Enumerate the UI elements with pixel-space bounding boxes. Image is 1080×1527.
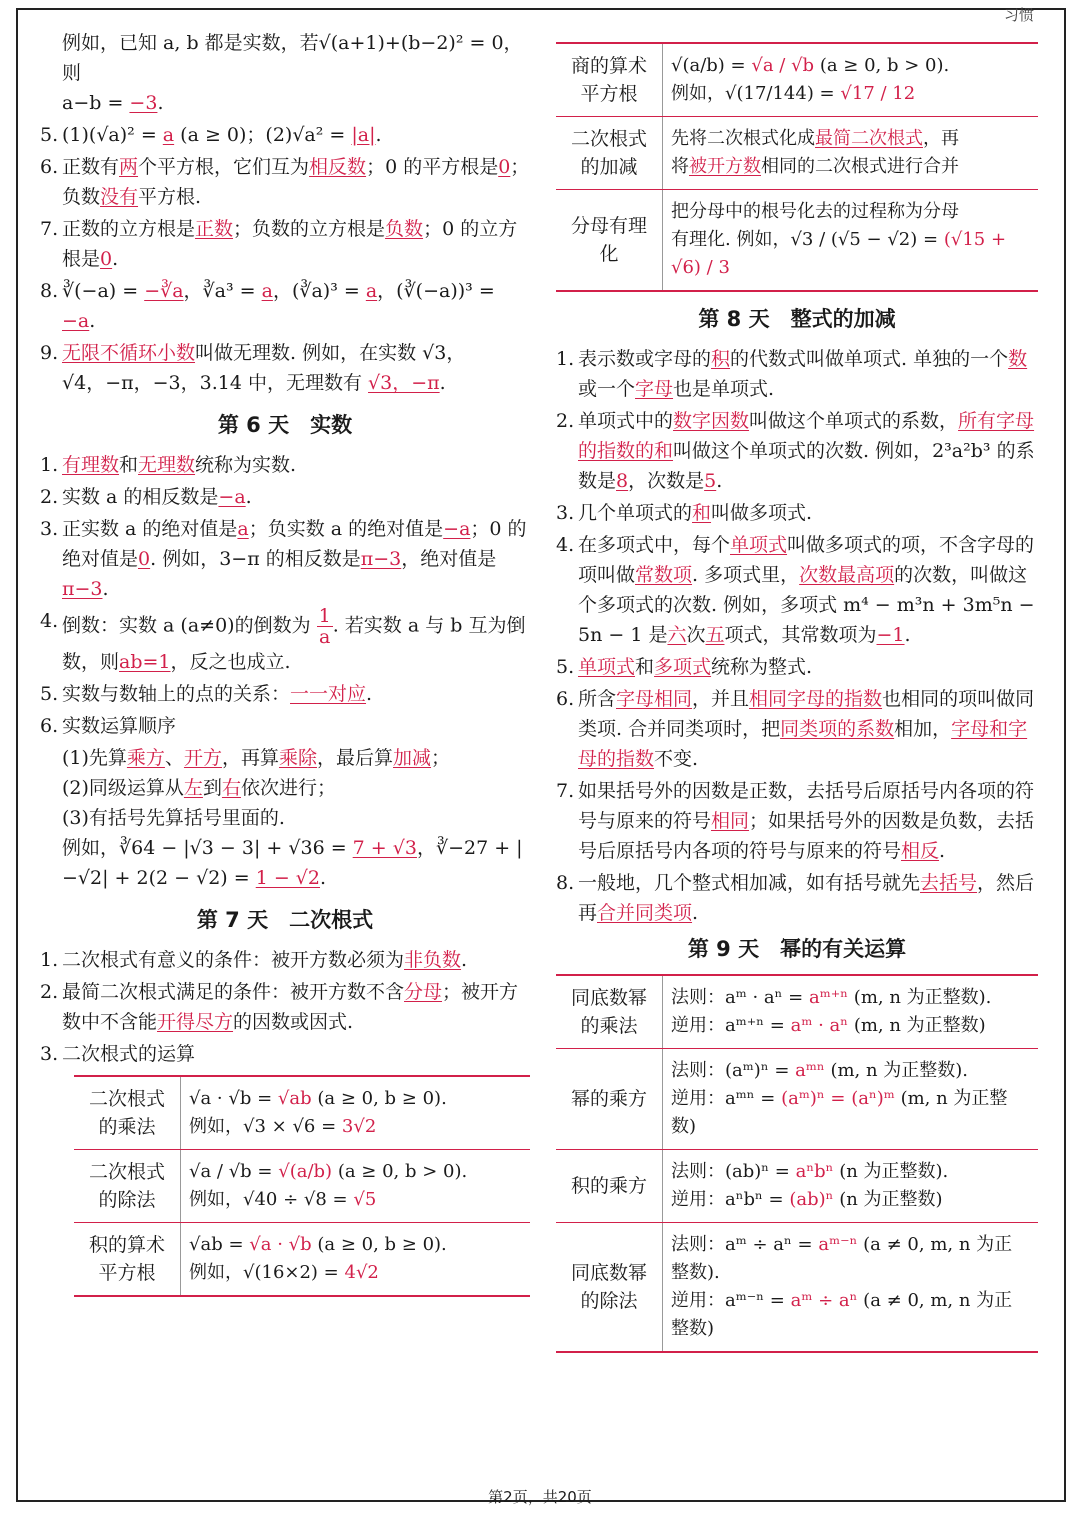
rule-text: 先将二次根式化成 xyxy=(671,128,815,149)
intro-end: . xyxy=(157,92,164,114)
item-text: 、 xyxy=(164,747,184,769)
answer: π−3 xyxy=(360,548,402,570)
item-number: 6. xyxy=(556,688,575,710)
section-heading-day9: 第 9 天 幂的有关运算 xyxy=(687,937,907,961)
table-row xyxy=(74,1076,530,1150)
row-label: 分母有理化 xyxy=(556,190,663,292)
item-text: 正数的立方根是 xyxy=(62,218,196,240)
item-text: 依次进行； xyxy=(240,777,336,799)
item-text: . xyxy=(320,867,327,889)
list-item-5 xyxy=(40,120,530,150)
rule-text: 法则：(aᵐ)ⁿ = xyxy=(671,1060,790,1081)
answer: 次数最高项 xyxy=(799,564,895,586)
d6-item-6-step-2 xyxy=(40,773,530,803)
item-text: . xyxy=(692,902,699,924)
inverse-text: (m, n 为正整数) xyxy=(853,1015,986,1036)
answer: 同类项的系数 xyxy=(780,718,895,740)
d6-item-4 xyxy=(40,606,530,677)
answer: 7 + √3 xyxy=(352,837,417,859)
answer: 六 xyxy=(667,624,687,646)
rule-text: (a ≥ 0, b > 0). xyxy=(337,1161,468,1182)
d6-item-5 xyxy=(40,679,530,709)
table-row xyxy=(74,1150,530,1223)
intro-example xyxy=(40,28,530,118)
example-text: 例如，√(17/144) = xyxy=(671,83,835,104)
answer: 0 xyxy=(100,248,113,270)
answer: 无理数 xyxy=(138,454,196,476)
answer: 加减 xyxy=(393,747,432,769)
item-text: 实数运算顺序 xyxy=(62,715,177,737)
item-text: . xyxy=(366,683,373,705)
example-text: 有理化. 例如，√3 / (√5 − √2) = xyxy=(671,229,939,250)
item-number: 2. xyxy=(40,981,59,1003)
item-text: . xyxy=(112,248,119,270)
example-answer: (√15 + √6) / 3 xyxy=(671,229,1007,278)
item-text: . xyxy=(439,372,446,394)
item-text: 的代数式叫做单项式. 单独的一个 xyxy=(730,348,1009,370)
rule-text: 法则：aᵐ ÷ aⁿ = xyxy=(671,1234,813,1255)
item-text: 叫做这个单项式的次数. 例如，2³a²b³ 的系数是 xyxy=(578,440,1035,492)
item-text: ，∛−27 + |−√2| + 2(2 − √2) = xyxy=(62,837,523,889)
item-text: ，(∛a)³ = xyxy=(272,280,360,302)
item-text: ，最后算 xyxy=(317,747,394,769)
corner-text: 习惯 xyxy=(1003,6,1034,24)
item-text: ；0 的绝对值是 xyxy=(62,518,527,570)
d7-item-3 xyxy=(40,1039,530,1069)
power-rules-table xyxy=(556,974,1038,1353)
rule-answer: 最简二次根式 xyxy=(815,128,923,149)
rule-text: 法则：(ab)ⁿ = xyxy=(671,1161,790,1182)
item-text: 几个单项式的 xyxy=(578,502,693,524)
rule-text: (a ≠ 0, m, n 为正整数). xyxy=(671,1234,1013,1283)
example-answer: 3√2 xyxy=(341,1116,377,1137)
rule-answer: √a / √b xyxy=(751,55,815,76)
item-number: 2. xyxy=(556,410,575,432)
item-text: . xyxy=(904,624,911,646)
item-text: (a ≥ 0)；(2)√a² = xyxy=(180,124,346,146)
table-row xyxy=(556,1223,1038,1353)
rule-text: (m, n 为正整数). xyxy=(853,987,992,1008)
answer: 两 xyxy=(119,156,139,178)
answer: ab=1 xyxy=(119,651,171,673)
answer: a xyxy=(365,280,378,302)
item-text: . 若实数 a 与 b 互为倒数，则 xyxy=(62,614,526,673)
answer: 字母相同 xyxy=(616,688,693,710)
item-text: 也是单项式. xyxy=(673,378,775,400)
item-text: 最简二次根式满足的条件：被开方数不含 xyxy=(62,981,405,1003)
answer: 和 xyxy=(692,502,712,524)
item-text: . 多项式里， xyxy=(692,564,800,586)
item-number: 5. xyxy=(40,124,59,146)
item-text: ；0 的立方根是 xyxy=(62,218,518,270)
answer: 数 xyxy=(1008,348,1028,370)
item-number: 6. xyxy=(40,156,59,178)
table-row xyxy=(556,190,1038,292)
inverse-text: 逆用：aᵐ⁺ⁿ = xyxy=(671,1015,785,1036)
inverse-text: (m, n 为正整数) xyxy=(671,1088,1008,1137)
item-text: 叫做无理数. 例如，在实数 √3，√4，−π，−3，3.14 中，无理数有 xyxy=(62,342,466,394)
rule-answer: 被开方数 xyxy=(689,156,761,177)
row-content xyxy=(181,1223,531,1297)
rule-text: (a ≥ 0, b > 0). xyxy=(819,55,950,76)
answer: −a xyxy=(62,310,90,332)
answer: 相同字母的指数 xyxy=(749,688,883,710)
answer: 8 xyxy=(616,470,629,492)
answer: 0 xyxy=(138,548,151,570)
item-text: 倒数：实数 a (a≠0)的倒数为 xyxy=(62,614,311,637)
item-text: 如果括号外的因数是正数，去括号后原括号内各项的符号与原来的符号 xyxy=(578,780,1035,832)
item-number: 3. xyxy=(556,502,575,524)
example-answer: √5 xyxy=(353,1189,377,1210)
row-label: 二次根式的加减 xyxy=(556,117,663,190)
answer: 正数 xyxy=(195,218,234,240)
item-number: 5. xyxy=(556,656,575,678)
answer: 一一对应 xyxy=(290,683,367,705)
item-text: 二次根式的运算 xyxy=(62,1043,196,1065)
intro-text-2: a−b = xyxy=(62,92,124,114)
list-item-8 xyxy=(40,276,530,336)
item-text: ；负数的立方根是 xyxy=(233,218,386,240)
d6-item-6-example xyxy=(40,833,530,893)
answer: 字母 xyxy=(635,378,674,400)
item-text: 不变. xyxy=(654,748,699,770)
answer: 数字因数 xyxy=(673,410,750,432)
d8-item-8 xyxy=(556,868,1038,928)
row-content xyxy=(663,190,1039,292)
intro-text: 例如，已知 a, b 都是实数，若√(a+1)+(b−2)² = 0，则 xyxy=(62,32,523,84)
d6-item-6 xyxy=(40,711,530,741)
item-number: 6. xyxy=(40,715,59,737)
table-row xyxy=(556,1049,1038,1150)
item-text: ；负实数 a 的绝对值是 xyxy=(248,518,444,540)
rule-answer: √a · √b xyxy=(249,1234,312,1255)
item-text: ，反之也成立. xyxy=(170,651,291,673)
intro-answer: −3 xyxy=(129,92,158,114)
inverse-answer: aᵐ ÷ aⁿ xyxy=(790,1290,858,1311)
item-number: 7. xyxy=(40,218,59,240)
answer: 左 xyxy=(183,777,203,799)
item-text: 叫做这个单项式的系数， xyxy=(749,410,959,432)
table-row xyxy=(556,43,1038,117)
item-text: 的因数或因式. xyxy=(233,1011,354,1033)
inverse-text: 逆用：aᵐⁿ = xyxy=(671,1088,776,1109)
answer: a xyxy=(162,124,175,146)
answer: 无限不循环小数 xyxy=(62,342,196,364)
example-text: 例如，√40 ÷ √8 = xyxy=(189,1189,348,1210)
item-text: 所含 xyxy=(578,688,617,710)
table-row xyxy=(556,117,1038,190)
rule-text: (m, n 为正整数). xyxy=(830,1060,969,1081)
item-text: . xyxy=(716,470,723,492)
answer: −a xyxy=(443,518,471,540)
rule-text: √(a/b) = xyxy=(671,55,746,76)
answer: 相反数 xyxy=(309,156,367,178)
answer: π−3 xyxy=(62,578,103,600)
item-text: (1)(√a)² = xyxy=(62,124,157,146)
example-answer: √17 / 12 xyxy=(840,83,916,104)
item-text: 到 xyxy=(202,777,222,799)
d6-item-1 xyxy=(40,450,530,480)
answer: 五 xyxy=(705,624,725,646)
answer: 去括号 xyxy=(920,872,978,894)
page-footer: 第2页，共20页 xyxy=(488,1488,592,1506)
fraction-numerator: 1 xyxy=(318,605,331,627)
item-text: . xyxy=(939,840,946,862)
table-row xyxy=(74,1223,530,1297)
answer: 相反 xyxy=(901,840,940,862)
item-text: 次 xyxy=(686,624,706,646)
d6-item-6-step-3: (3)有括号先算括号里面的. xyxy=(62,807,285,829)
d8-item-2 xyxy=(556,406,1038,496)
item-text: 相加， xyxy=(894,718,952,740)
section-heading-day6: 第 6 天 实数 xyxy=(217,413,353,437)
item-text: 二次根式有意义的条件：被开方数必须为 xyxy=(62,949,405,971)
rule-text: (a ≥ 0, b ≥ 0). xyxy=(317,1088,447,1109)
answer: |a| xyxy=(351,124,376,146)
item-text: ；负数 xyxy=(62,156,530,208)
answer: −a xyxy=(218,486,246,508)
answer: 多项式 xyxy=(654,656,712,678)
item-text: ，然后再 xyxy=(578,872,1035,924)
inverse-text: (a ≠ 0, m, n 为正整数) xyxy=(671,1290,1013,1339)
row-label: 商的算术平方根 xyxy=(556,43,663,117)
item-text: ，绝对值是 xyxy=(401,548,497,570)
answer: 负数 xyxy=(385,218,424,240)
d8-item-1 xyxy=(556,344,1038,404)
answer: a xyxy=(261,280,273,302)
d6-item-2 xyxy=(40,482,530,512)
item-text: 和 xyxy=(119,454,139,476)
answer: 合并同类项 xyxy=(597,902,693,924)
item-text: . xyxy=(102,578,109,600)
row-label: 积的乘方 xyxy=(556,1150,663,1223)
rule-answer: √ab xyxy=(277,1088,312,1109)
item-number: 4. xyxy=(556,534,575,556)
section-heading-day7: 第 7 天 二次根式 xyxy=(196,908,374,932)
answer: 0 xyxy=(498,156,511,178)
rule-answer: aᵐ⁺ⁿ xyxy=(809,987,849,1008)
item-number: 1. xyxy=(556,348,575,370)
item-text: 或一个 xyxy=(578,378,636,400)
left-column xyxy=(40,28,530,1303)
d6-item-6-step-1 xyxy=(40,743,530,773)
item-text: ；如果括号外的因数是负数，去括号后原括号内各项的符号与原来的符号 xyxy=(578,810,1035,862)
item-text: . xyxy=(245,486,252,508)
example-answer: 4√2 xyxy=(344,1262,379,1283)
inverse-text: (n 为正整数) xyxy=(839,1189,943,1210)
rule-text: ，再 xyxy=(923,128,959,149)
item-number: 2. xyxy=(40,486,59,508)
item-text: 统称为实数. xyxy=(195,454,297,476)
item-text: ，次数是 xyxy=(628,470,705,492)
item-number: 8. xyxy=(556,872,575,894)
rule-answer: aᵐ⁻ⁿ xyxy=(818,1234,858,1255)
rule-answer: aⁿbⁿ xyxy=(795,1161,834,1182)
answer: −∛a xyxy=(144,280,184,302)
row-content xyxy=(663,1049,1039,1150)
answer: 1 − √2 xyxy=(255,867,321,889)
inverse-text: 逆用：aᵐ⁻ⁿ = xyxy=(671,1290,785,1311)
item-text: 平方根. xyxy=(138,186,202,208)
item-text: . xyxy=(89,310,96,332)
item-text: ；被开方数中不含能 xyxy=(62,981,519,1033)
d8-item-4 xyxy=(556,530,1038,650)
item-text: 项式，其常数项为 xyxy=(724,624,877,646)
section-heading-day8: 第 8 天 整式的加减 xyxy=(698,307,896,331)
item-text: 一般地，几个整式相加减，如有括号就先 xyxy=(578,872,921,894)
rule-text: (n 为正整数). xyxy=(839,1161,949,1182)
rule-text: 把分母中的根号化去的过程称为分母 xyxy=(671,201,959,222)
rule-text: √ab = xyxy=(189,1234,244,1255)
answer: 乘方 xyxy=(126,747,165,769)
item-text: 正数有 xyxy=(62,156,120,178)
d7-item-2 xyxy=(40,977,530,1037)
rule-text: 相同的二次根式进行合并 xyxy=(761,156,959,177)
item-text: 统称为整式. xyxy=(711,656,813,678)
item-text: 例如，∛64 − |√3 − 3| + √36 = xyxy=(62,837,347,859)
row-content xyxy=(663,975,1039,1049)
item-text: . xyxy=(461,949,468,971)
right-column xyxy=(556,36,1038,1359)
item-text: ，再算 xyxy=(221,747,279,769)
row-content xyxy=(663,117,1039,190)
d8-item-6 xyxy=(556,684,1038,774)
inverse-answer: (ab)ⁿ xyxy=(789,1189,834,1210)
answer: a xyxy=(237,518,249,540)
item-text: 实数 a 的相反数是 xyxy=(62,486,219,508)
item-text: ，并且 xyxy=(692,688,750,710)
answer: 开得尽方 xyxy=(157,1011,234,1033)
item-text: 叫做多项式. xyxy=(711,502,813,524)
radical-operations-table xyxy=(74,1075,530,1297)
table-row xyxy=(556,975,1038,1049)
item-text: . xyxy=(375,124,382,146)
item-number: 7. xyxy=(556,780,575,802)
row-label: 同底数幂的乘法 xyxy=(556,975,663,1049)
answer: 非负数 xyxy=(404,949,462,971)
list-item-7 xyxy=(40,214,530,274)
item-text: 单项式中的 xyxy=(578,410,674,432)
d6-item-3 xyxy=(40,514,530,604)
inverse-answer: (aᵐ)ⁿ = (aⁿ)ᵐ xyxy=(781,1088,895,1109)
inverse-text: 逆用：aⁿbⁿ = xyxy=(671,1189,784,1210)
answer: 5 xyxy=(704,470,717,492)
item-text: 叫做多项式的项，不含字母的项叫做 xyxy=(578,534,1035,586)
item-number: 4. xyxy=(40,610,59,632)
item-text: . 例如，3−π 的相反数是 xyxy=(150,548,361,570)
item-text: ，∛a³ = xyxy=(183,280,256,302)
item-text: 在多项式中，每个 xyxy=(578,534,731,556)
fraction-denominator: a xyxy=(319,626,331,648)
answer: 单项式 xyxy=(578,656,636,678)
item-number: 9. xyxy=(40,342,59,364)
answer: 积 xyxy=(711,348,731,370)
row-label: 同底数幂的除法 xyxy=(556,1223,663,1353)
item-text: 和 xyxy=(635,656,655,678)
item-text: ∛(−a) = xyxy=(62,280,139,302)
inverse-answer: aᵐ · aⁿ xyxy=(790,1015,849,1036)
item-text: 正实数 a 的绝对值是 xyxy=(62,518,238,540)
answer: 常数项 xyxy=(635,564,693,586)
rule-text: (a ≥ 0, b ≥ 0). xyxy=(317,1234,447,1255)
rule-text: 法则：aᵐ · aⁿ = xyxy=(671,987,804,1008)
answer: 没有 xyxy=(100,186,139,208)
item-text: (1)先算 xyxy=(62,747,127,769)
row-content xyxy=(663,43,1039,117)
rule-text: √a · √b = xyxy=(189,1088,273,1109)
row-label: 积的算术平方根 xyxy=(74,1223,181,1297)
d8-item-3 xyxy=(556,498,1038,528)
list-item-9 xyxy=(40,338,530,398)
row-content xyxy=(663,1150,1039,1223)
item-number: 3. xyxy=(40,518,59,540)
answer: √3，−π xyxy=(368,372,440,394)
item-number: 3. xyxy=(40,1043,59,1065)
item-text: ，(∛(−a))³ = xyxy=(377,280,495,302)
answer: 单项式 xyxy=(730,534,788,556)
row-content xyxy=(663,1223,1039,1353)
item-text: 也相同的项叫做同类项. 合并同类项时，把 xyxy=(578,688,1035,740)
item-number: 1. xyxy=(40,949,59,971)
answer: 所有字母的指数的和 xyxy=(578,410,1035,462)
answer: 右 xyxy=(221,777,241,799)
item-text: 实数与数轴上的点的关系： xyxy=(62,683,291,705)
row-label: 二次根式的除法 xyxy=(74,1150,181,1223)
rule-answer: aᵐⁿ xyxy=(795,1060,825,1081)
item-text: 个平方根，它们互为 xyxy=(138,156,310,178)
item-number: 1. xyxy=(40,454,59,476)
answer: −1 xyxy=(876,624,905,646)
answer: 分母 xyxy=(404,981,443,1003)
answer: 有理数 xyxy=(62,454,120,476)
table-row xyxy=(556,1150,1038,1223)
list-item-6 xyxy=(40,152,530,212)
row-content xyxy=(181,1076,531,1150)
item-text: (2)同级运算从 xyxy=(62,777,184,799)
row-label: 幂的乘方 xyxy=(556,1049,663,1150)
rule-answer: √(a/b) xyxy=(278,1161,333,1182)
answer: 开方 xyxy=(183,747,222,769)
d8-item-5 xyxy=(556,652,1038,682)
row-content xyxy=(181,1150,531,1223)
example-text: 例如，√3 × √6 = xyxy=(189,1116,337,1137)
rule-text: √a / √b = xyxy=(189,1161,273,1182)
item-text: ； xyxy=(431,747,451,769)
d8-item-7 xyxy=(556,776,1038,866)
row-label: 二次根式的乘法 xyxy=(74,1076,181,1150)
item-text: 表示数或字母的 xyxy=(578,348,712,370)
answer: 字母和字母的指数 xyxy=(578,718,1028,770)
answer: 相同 xyxy=(711,810,750,832)
item-number: 5. xyxy=(40,683,59,705)
d7-item-1 xyxy=(40,945,530,975)
answer: 乘除 xyxy=(278,747,317,769)
item-number: 8. xyxy=(40,280,59,302)
radical-operations-table-cont xyxy=(556,42,1038,292)
item-text: 的次数，叫做这个多项式的次数. 例如，多项式 m⁴ − m³n + 3m⁵n − 5n − 1 是 xyxy=(578,564,1035,646)
example-text: 例如，√(16×2) = xyxy=(189,1262,339,1283)
item-text: ；0 的平方根是 xyxy=(366,156,499,178)
fraction-1-over-a xyxy=(317,606,333,647)
rule-text: 将 xyxy=(671,156,689,177)
